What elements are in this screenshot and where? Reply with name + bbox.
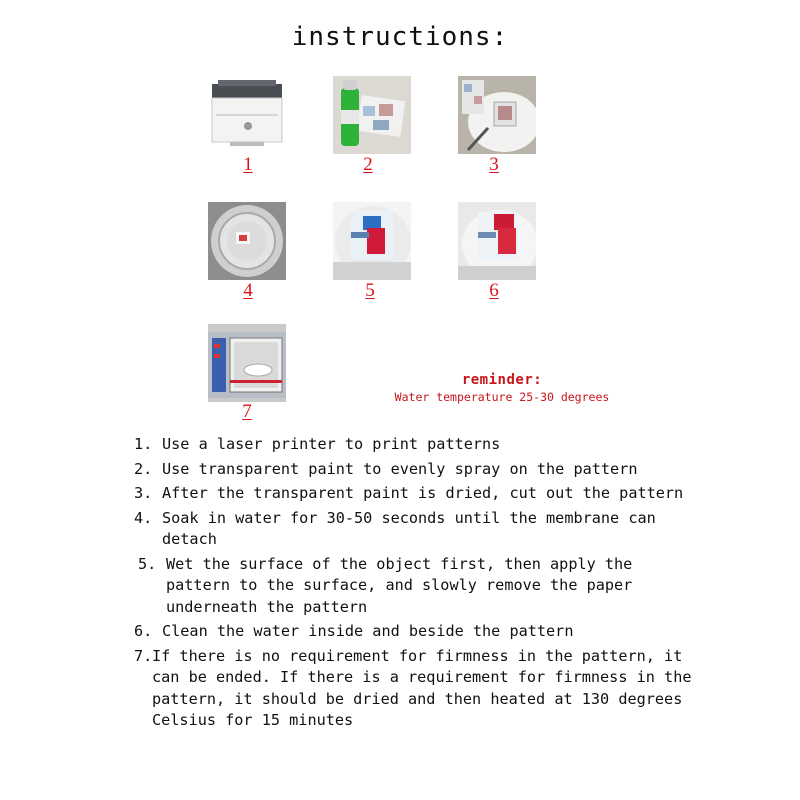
step-text: Use a laser printer to print patterns bbox=[162, 435, 501, 453]
step-item-6 bbox=[134, 621, 694, 643]
step-index: 7. bbox=[134, 646, 153, 665]
reminder-text: Water temperature 25-30 degrees bbox=[394, 390, 610, 404]
step-number-3: 3 bbox=[489, 154, 499, 175]
step-text: Clean the water inside and beside the pattern bbox=[162, 622, 574, 640]
step-text: Use transparent paint to evenly spray on the pattern bbox=[162, 459, 638, 478]
page-title: instructions: bbox=[291, 22, 509, 52]
step-number-4: 4 bbox=[243, 280, 253, 301]
spray-can-photo bbox=[333, 76, 411, 154]
finished-decal-photo bbox=[458, 202, 536, 280]
step-number-2: 2 bbox=[363, 154, 373, 175]
instruction-steps bbox=[134, 434, 694, 735]
water-bowl-photo bbox=[208, 202, 286, 280]
laser-printer-photo bbox=[208, 76, 286, 154]
step-text: Wet the surface of the object first, then apply the pattern to the surface, and slowly remove the paper underneath the pattern bbox=[166, 554, 633, 616]
step-item-5 bbox=[138, 554, 694, 619]
step-index: 6. bbox=[134, 622, 153, 640]
step-number-7: 7 bbox=[242, 401, 252, 422]
step-index: 2. bbox=[134, 459, 153, 478]
step-item-1 bbox=[134, 434, 694, 456]
reminder-title: reminder: bbox=[461, 372, 543, 388]
apply-decal-photo bbox=[333, 202, 411, 280]
step-index: 3. bbox=[134, 484, 153, 502]
step-text: If there is no requirement for firmness in the pattern, it can be ended. If there is a requirement for firmness in the pattern, it should be dried and then heated at 130 degrees Celsius for 15 minutes bbox=[152, 646, 692, 729]
oven-photo bbox=[208, 324, 286, 402]
step-text: After the transparent paint is dried, cut out the pattern bbox=[162, 484, 684, 502]
cut-pattern-photo bbox=[458, 76, 536, 154]
step-item-4 bbox=[134, 508, 694, 551]
step-item-7 bbox=[134, 646, 694, 732]
step-number-6: 6 bbox=[489, 280, 499, 301]
step-index: 4. bbox=[134, 508, 153, 527]
step-index: 5. bbox=[138, 554, 157, 573]
step-item-2 bbox=[134, 459, 694, 481]
step-index: 1. bbox=[134, 435, 153, 453]
step-item-3 bbox=[134, 483, 694, 505]
step-text: Soak in water for 30-50 seconds until the membrane can detach bbox=[162, 508, 656, 548]
step-number-5: 5 bbox=[365, 280, 375, 301]
step-number-1: 1 bbox=[243, 154, 253, 175]
